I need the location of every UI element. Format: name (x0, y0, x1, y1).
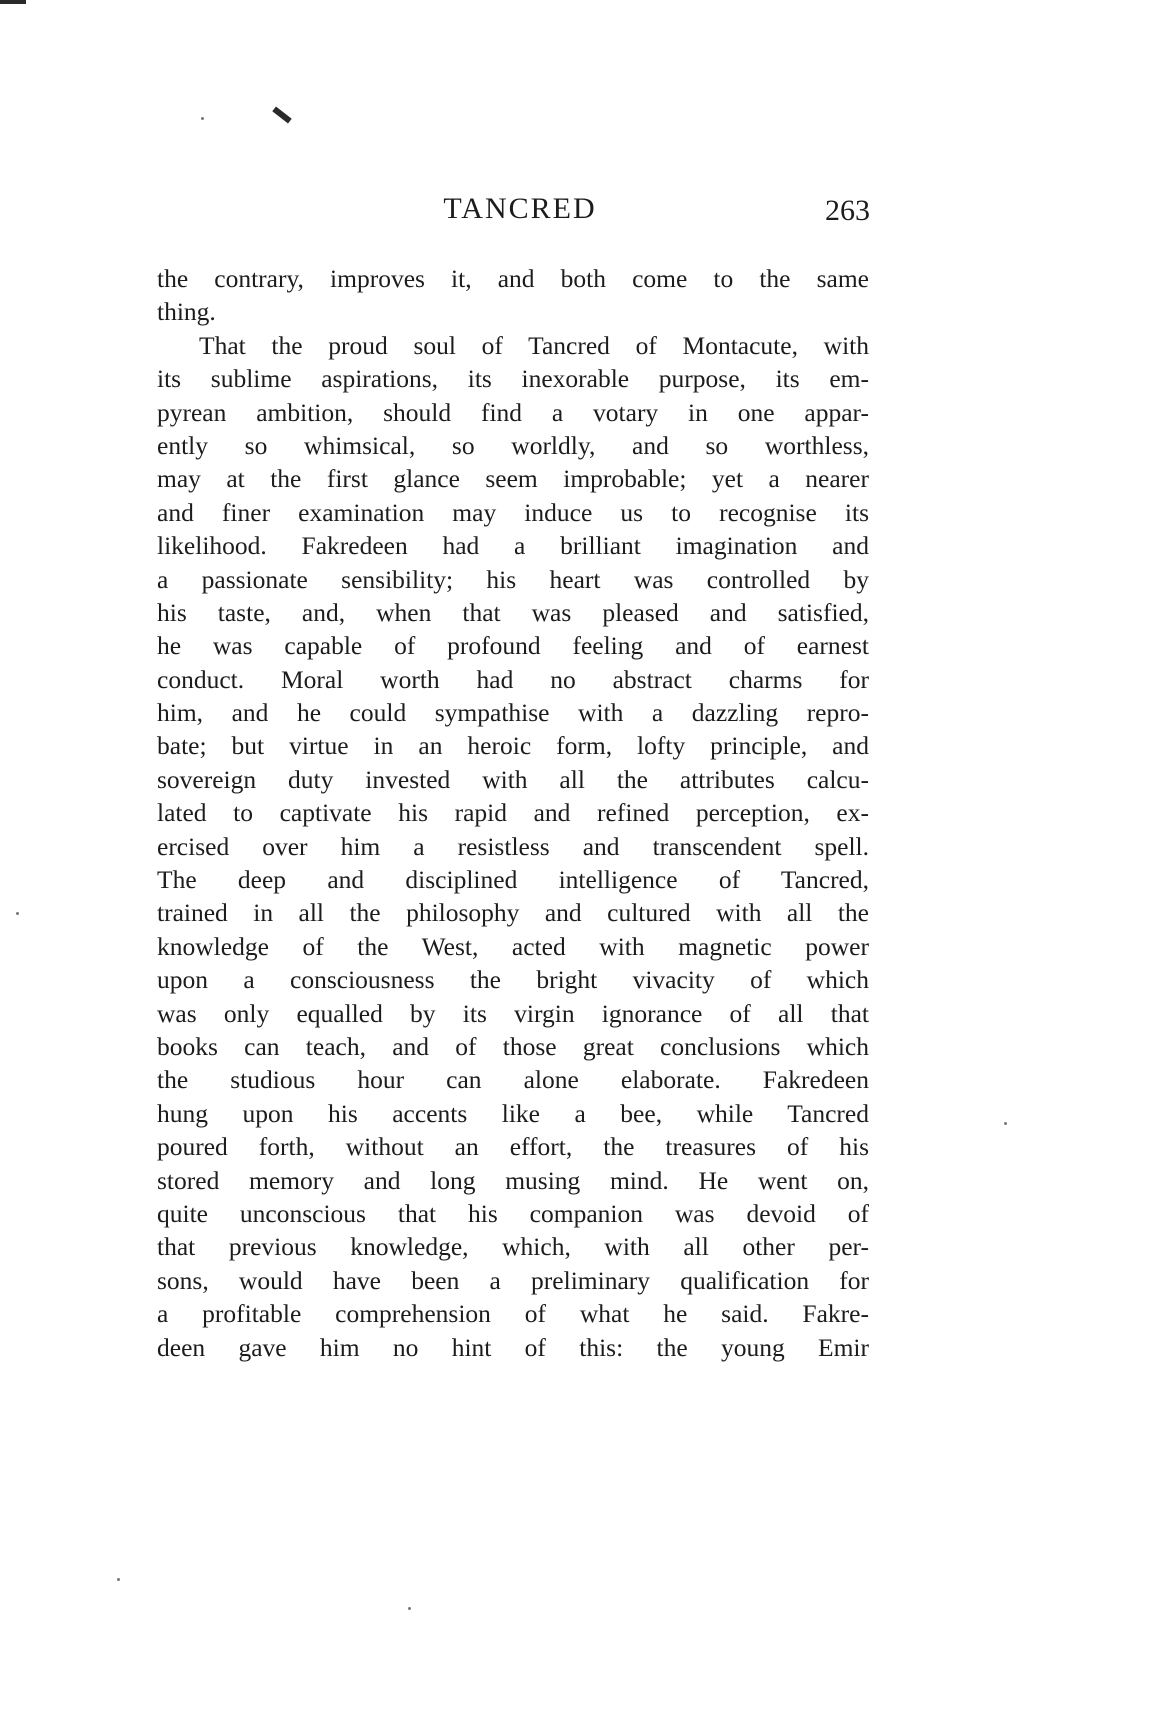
text-line: his taste, and, when that was pleased and satisfied, (157, 597, 869, 627)
text-line: trained in all the philosophy and cultured with all the (157, 898, 869, 928)
text-line: him, and he could sympathise with a dazzling repro- (157, 698, 869, 728)
text-line: hung upon his accents like a bee, while Tancred (157, 1098, 869, 1128)
text-line: bate; but virtue in an heroic form, lofty principle, and (157, 731, 869, 761)
text-line: that previous knowledge, which, with all other per- (157, 1232, 869, 1262)
text-line: may at the first glance seem improbable; yet a nearer (157, 464, 869, 494)
scan-speck (201, 117, 204, 120)
scan-speck (117, 1578, 120, 1581)
running-title: TANCRED (443, 192, 597, 225)
body-text (157, 262, 869, 1364)
text-line: stored memory and long musing mind. He went on, (157, 1165, 869, 1195)
text-line: The deep and disciplined intelligence of Tancred, (157, 865, 869, 895)
text-line: and finer examination may induce us to recognise its (157, 497, 869, 527)
scan-speck (408, 1607, 411, 1610)
scan-mark-smudge (272, 106, 291, 123)
text-line: deen gave him no hint of this: the young Emir (157, 1332, 869, 1362)
running-header (0, 192, 1152, 232)
text-line: conduct. Moral worth had no abstract charms for (157, 664, 869, 694)
text-line: a passionate sensibility; his heart was controlled by (157, 564, 869, 594)
text-line: knowledge of the West, acted with magnetic power (157, 931, 869, 961)
scan-mark-top-left (0, 0, 26, 4)
text-line: upon a consciousness the bright vivacity of which (157, 965, 869, 995)
text-line: a profitable comprehension of what he said. Fakre- (157, 1299, 869, 1329)
text-line: lated to captivate his rapid and refined perception, ex- (157, 798, 869, 828)
text-line: the studious hour can alone elaborate. Fakredeen (157, 1065, 869, 1095)
text-line: sovereign duty invested with all the attributes calcu- (157, 764, 869, 794)
page-number: 263 (825, 194, 870, 227)
text-line: was only equalled by its virgin ignorance of all that (157, 998, 869, 1028)
text-line: That the proud soul of Tancred of Montacute, with (199, 330, 869, 360)
text-line: likelihood. Fakredeen had a brilliant imagination and (157, 531, 869, 561)
text-line: sons, would have been a preliminary qualification for (157, 1265, 869, 1295)
text-line: ercised over him a resistless and transcendent spell. (157, 831, 869, 861)
text-line: the contrary, improves it, and both come to the same (157, 264, 869, 293)
text-line: its sublime aspirations, its inexorable purpose, its em- (157, 364, 869, 394)
text-line: poured forth, without an effort, the treasures of his (157, 1132, 869, 1162)
text-line: quite unconscious that his companion was devoid of (157, 1198, 869, 1228)
text-line: thing. (157, 297, 216, 327)
text-line: books can teach, and of those great conclusions which (157, 1031, 869, 1061)
scan-speck (1004, 1122, 1007, 1125)
text-line: he was capable of profound feeling and of earnest (157, 631, 869, 661)
text-line: pyrean ambition, should find a votary in one appar- (157, 397, 869, 427)
text-line: ently so whimsical, so worldly, and so worthless, (157, 430, 869, 460)
scan-speck (16, 912, 19, 915)
